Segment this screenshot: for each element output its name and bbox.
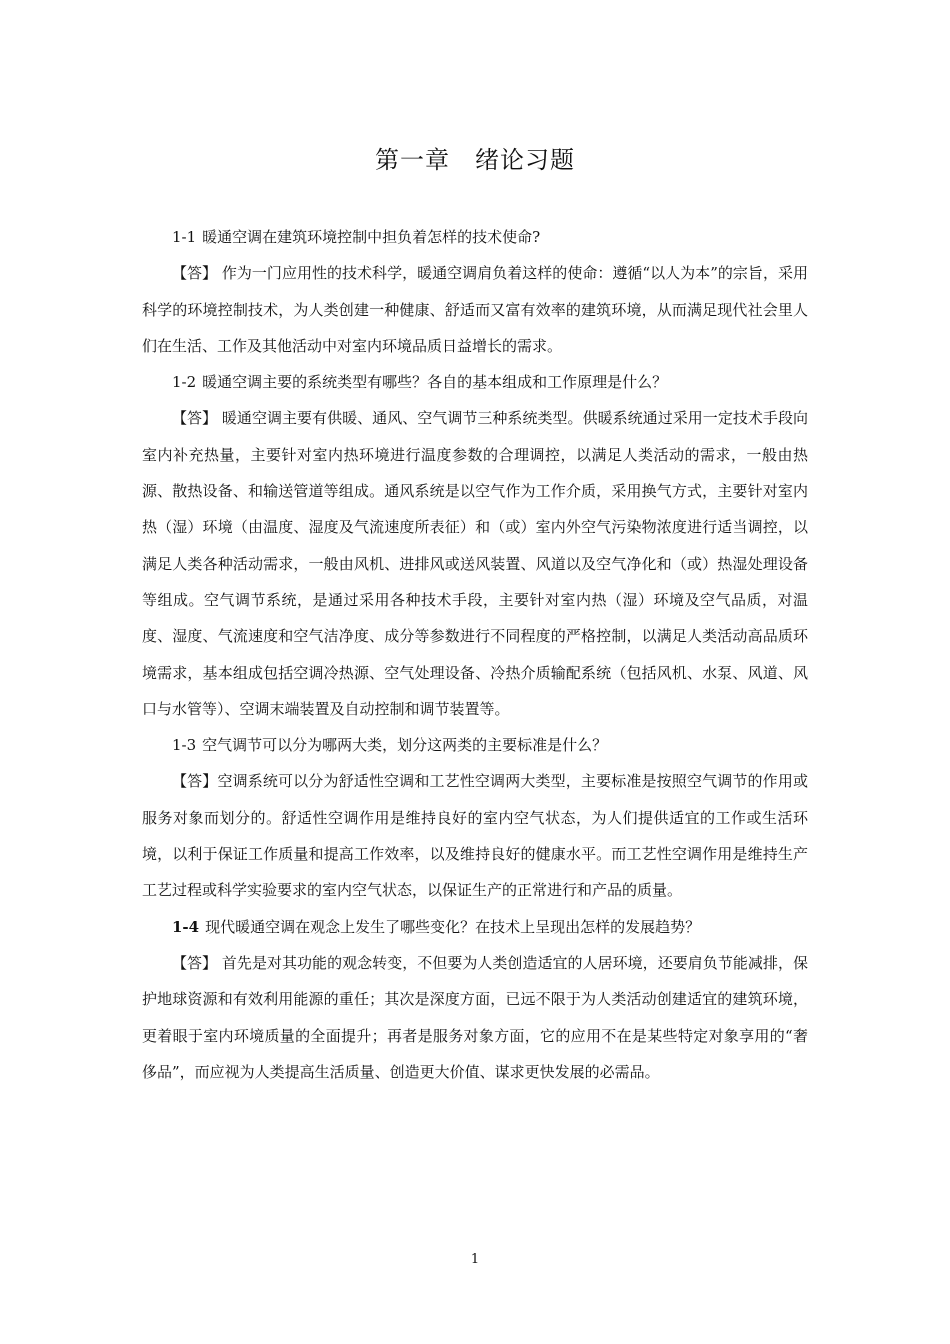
answer-text: 作为一门应用性的技术科学，暖通空调肩负着这样的使命：遵循“以人为本”的宗旨，采用科学的环境控制技术，为人类创建一种健康、舒适而又富有效率的建筑环境，从而满足现代社会里人们在生活、工作及其他活动中对室内环境品质日益增长的需求。 [142, 264, 808, 355]
question-text: 暖通空调在建筑环境控制中担负着怎样的技术使命? [202, 228, 541, 246]
question-number: 1-3 [172, 736, 197, 755]
answer-label: 【答】 [172, 772, 218, 791]
page-number: 1 [470, 1252, 480, 1267]
question-number: 1-1 [172, 228, 197, 246]
question-number: 1-2 [172, 373, 197, 392]
answer-label: 【答】 [172, 409, 218, 428]
question-1-1 [142, 219, 808, 255]
document-body [142, 219, 808, 1090]
answer-text: 暖通空调主要有供暖、通风、空气调节三种系统类型。供暖系统通过采用一定技术手段向室内补充热量，主要针对室内热环境进行温度参数的合理调控，以满足人类活动的需求，一般由热源、散热设备、和输送管道等组成。通风系统是以空气作为工作介质，采用换气方式，主要针对室内热（湿）环境（由温度、湿度及气流速度所表征）和（或）室内外空气污染物浓度进行适当调控，以满足人类各种活动需求，一般由风机、进排风或送风装置、风道以及空气净化和（或）热湿处理设备等组成。空气调节系统，是通过采用各种技术手段，主要针对室内热（湿）环境及空气品质，对温度、湿度、气流速度和空气洁净度、成分等参数进行不同程度的严格控制，以满足人类活动高品质环境需求，基本组成包括空调冷热源、空气处理设备、冷热介质输配系统（包括风机、水泵、风道、风口与水管等）、空调末端装置及自动控制和调节装置等。 [142, 409, 808, 718]
answer-text: 首先是对其功能的观念转变，不但要为人类创造适宜的人居环境，还要肩负节能减排，保护地球资源和有效利用能源的重任；其次是深度方面，已远不限于为人类活动创建适宜的建筑环境，更着眼于室内环境质量的全面提升；再者是服务对象方面，它的应用不在是某些特定对象享用的“奢侈品”，而应视为人类提高生活质量、创造更大价值、谋求更快发展的必需品。 [142, 953, 808, 1081]
answer-text: 空调系统可以分为舒适性空调和工艺性空调两大类型，主要标准是按照空气调节的作用或服务对象而划分的。舒适性空调作用是维持良好的室内空气状态，为人们提供适宜的工作或生活环境，以利于保证工作质量和提高工作效率，以及维持良好的健康水平。而工艺性空调作用是维持生产工艺过程或科学实验要求的室内空气状态，以保证生产的正常进行和产品的质量。 [142, 772, 808, 900]
answer-1-2 [142, 400, 808, 727]
answer-1-4 [142, 945, 808, 1090]
question-text: 现代暖通空调在观念上发生了哪些变化？在技术上呈现出怎样的发展趋势？ [205, 917, 701, 936]
answer-1-3 [142, 763, 808, 908]
question-text: 空气调节可以分为哪两大类，划分这两类的主要标准是什么？ [202, 736, 608, 755]
question-1-4 [142, 909, 808, 945]
answer-1-1 [142, 255, 808, 364]
question-1-2 [142, 364, 808, 400]
page-title: 第一章 绪论习题 [375, 146, 575, 174]
question-number: 1-4 [172, 917, 200, 936]
answer-label: 【答】 [172, 953, 218, 972]
answer-label: 【答】 [172, 264, 218, 283]
question-text: 暖通空调主要的系统类型有哪些？各自的基本组成和工作原理是什么？ [202, 373, 668, 392]
question-1-3 [142, 727, 808, 763]
